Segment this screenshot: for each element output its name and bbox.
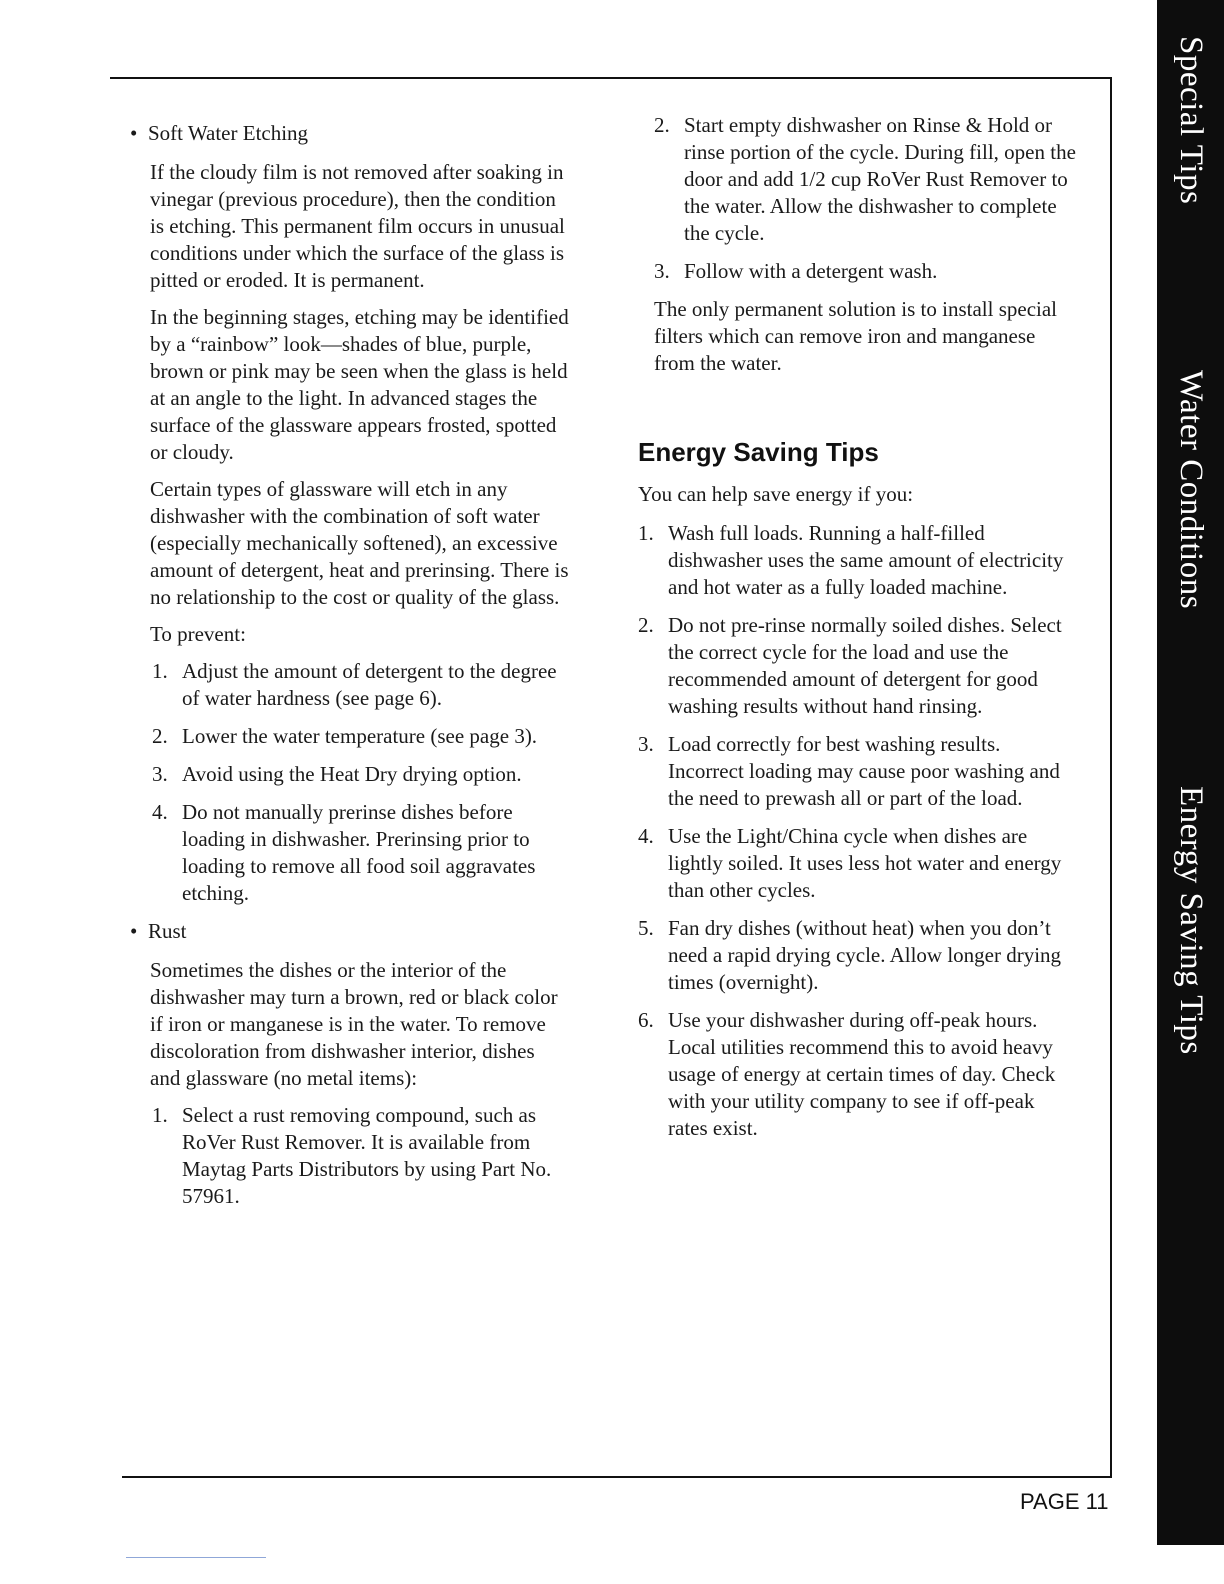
list-item <box>638 612 1078 720</box>
left-column <box>130 120 570 1221</box>
list-text: Avoid using the Heat Dry drying option. <box>182 762 522 786</box>
list-text: Use the Light/China cycle when dishes are lightly soiled. It uses less hot water and energy than other cycles. <box>668 824 1062 902</box>
rust-list <box>130 1102 570 1210</box>
list-text: Wash full loads. Running a half-filled dishwasher uses the same amount of electricity and hot water as a fully loaded machine. <box>668 521 1064 599</box>
list-item <box>638 520 1078 601</box>
tab-water-conditions <box>1157 340 1224 640</box>
list-number: 2. <box>638 613 654 637</box>
energy-intro: You can help save energy if you: <box>638 482 914 506</box>
list-number: 3. <box>654 259 670 283</box>
paragraph-etching-intro: If the cloudy film is not removed after soaking in vinegar (previous procedure), then the condition is etching. This permanent film occurs in unusual conditions under which the surface of the glass is pitted or eroded. It is permanent. <box>150 160 565 292</box>
paragraph-rust-intro: Sometimes the dishes or the interior of the dishwasher may turn a brown, red or black color if iron or manganese is in the water. To remove discoloration from dishwasher interior, dishes and glassware (no metal items): <box>150 958 558 1090</box>
list-number: 2. <box>152 724 168 748</box>
rust-list-continued <box>638 112 1078 285</box>
top-rule <box>110 77 1112 79</box>
paragraph-etching-stages: In the beginning stages, etching may be identified by a “rainbow” look—shades of blue, purple, brown or pink may be seen when the glass is held at an angle to the light. In advanced stages the surface of the glassware appears frosted, spotted or cloudy. <box>150 305 569 464</box>
prevent-list <box>130 658 570 907</box>
bullet-rust: • Rust <box>130 918 570 945</box>
list-number: 4. <box>152 800 168 824</box>
list-number: 4. <box>638 824 654 848</box>
bottom-rule <box>122 1476 1112 1478</box>
list-item <box>638 823 1078 904</box>
list-number: 3. <box>152 762 168 786</box>
list-item <box>638 1007 1078 1142</box>
tab-special-tips-label: Special Tips <box>1173 35 1209 205</box>
to-prevent-label: To prevent: <box>150 622 246 646</box>
list-text: Use your dishwasher during off-peak hours. Local utilities recommend this to avoid heavy usage of energy at certain times of day. Check with your utility company to see if off-peak rates exist. <box>668 1008 1056 1140</box>
paragraph-permanent-solution: The only permanent solution is to install special filters which can remove iron and manganese from the water. <box>654 297 1058 375</box>
section-sidebar <box>1157 0 1224 1545</box>
list-item <box>638 731 1078 812</box>
list-item <box>152 1102 570 1210</box>
list-text: Fan dry dishes (without heat) when you don’t need a rapid drying cycle. Allow longer drying times (overnight). <box>668 916 1062 994</box>
tab-special-tips <box>1157 20 1224 220</box>
bullet-soft-water-etching: • Soft Water Etching <box>130 120 570 147</box>
footer-blue-line <box>126 1557 266 1558</box>
list-number: 2. <box>654 113 670 137</box>
list-text: Do not pre-rinse normally soiled dishes. Select the correct cycle for the load and use the recommended amount of detergent for good washing results without hand rinsing. <box>668 613 1062 718</box>
list-item <box>152 658 570 712</box>
list-item <box>638 915 1078 996</box>
list-item <box>654 112 1078 247</box>
list-number: 1. <box>638 521 654 545</box>
list-text: Select a rust removing compound, such as RoVer Rust Remover. It is available from Maytag Parts Distributors by using Part No. 57961. <box>182 1103 552 1208</box>
list-text: Start empty dishwasher on Rinse & Hold or rinse portion of the cycle. During fill, open the door and add 1/2 cup RoVer Rust Remover to the water. Allow the dishwasher to complete the cycle. <box>684 113 1076 245</box>
tab-energy-saving-tips-label: Energy Saving Tips <box>1173 785 1209 1055</box>
list-number: 3. <box>638 732 654 756</box>
tab-energy-saving-tips <box>1157 765 1224 1075</box>
list-number: 1. <box>152 659 168 683</box>
list-item <box>654 258 1078 285</box>
list-text: Load correctly for best washing results. Incorrect loading may cause poor washing and the need to prewash all or part of the load. <box>668 732 1060 810</box>
list-number: 1. <box>152 1103 168 1127</box>
energy-list <box>638 520 1078 1142</box>
list-text: Adjust the amount of detergent to the degree of water hardness (see page 6). <box>182 659 557 710</box>
right-column <box>638 112 1078 1153</box>
list-item <box>152 761 570 788</box>
page-number: PAGE 11 <box>1020 1489 1109 1514</box>
right-rule <box>1110 77 1112 1477</box>
list-text: Do not manually prerinse dishes before loading in dishwasher. Prerinsing prior to loading to remove all food soil aggravates etching. <box>182 800 536 905</box>
list-item <box>152 799 570 907</box>
list-text: Follow with a detergent wash. <box>684 259 938 283</box>
section-heading-energy-saving-tips: Energy Saving Tips <box>638 437 879 467</box>
list-item <box>152 723 570 750</box>
tab-water-conditions-label: Water Conditions <box>1173 370 1209 610</box>
list-number: 6. <box>638 1008 654 1032</box>
list-text: Lower the water temperature (see page 3). <box>182 724 538 748</box>
paragraph-etching-causes: Certain types of glassware will etch in any dishwasher with the combination of soft water (especially mechanically softened), an excessive amount of detergent, heat and prerinsing. There is no relationship to the cost or quality of the glass. <box>150 477 569 609</box>
list-number: 5. <box>638 916 654 940</box>
